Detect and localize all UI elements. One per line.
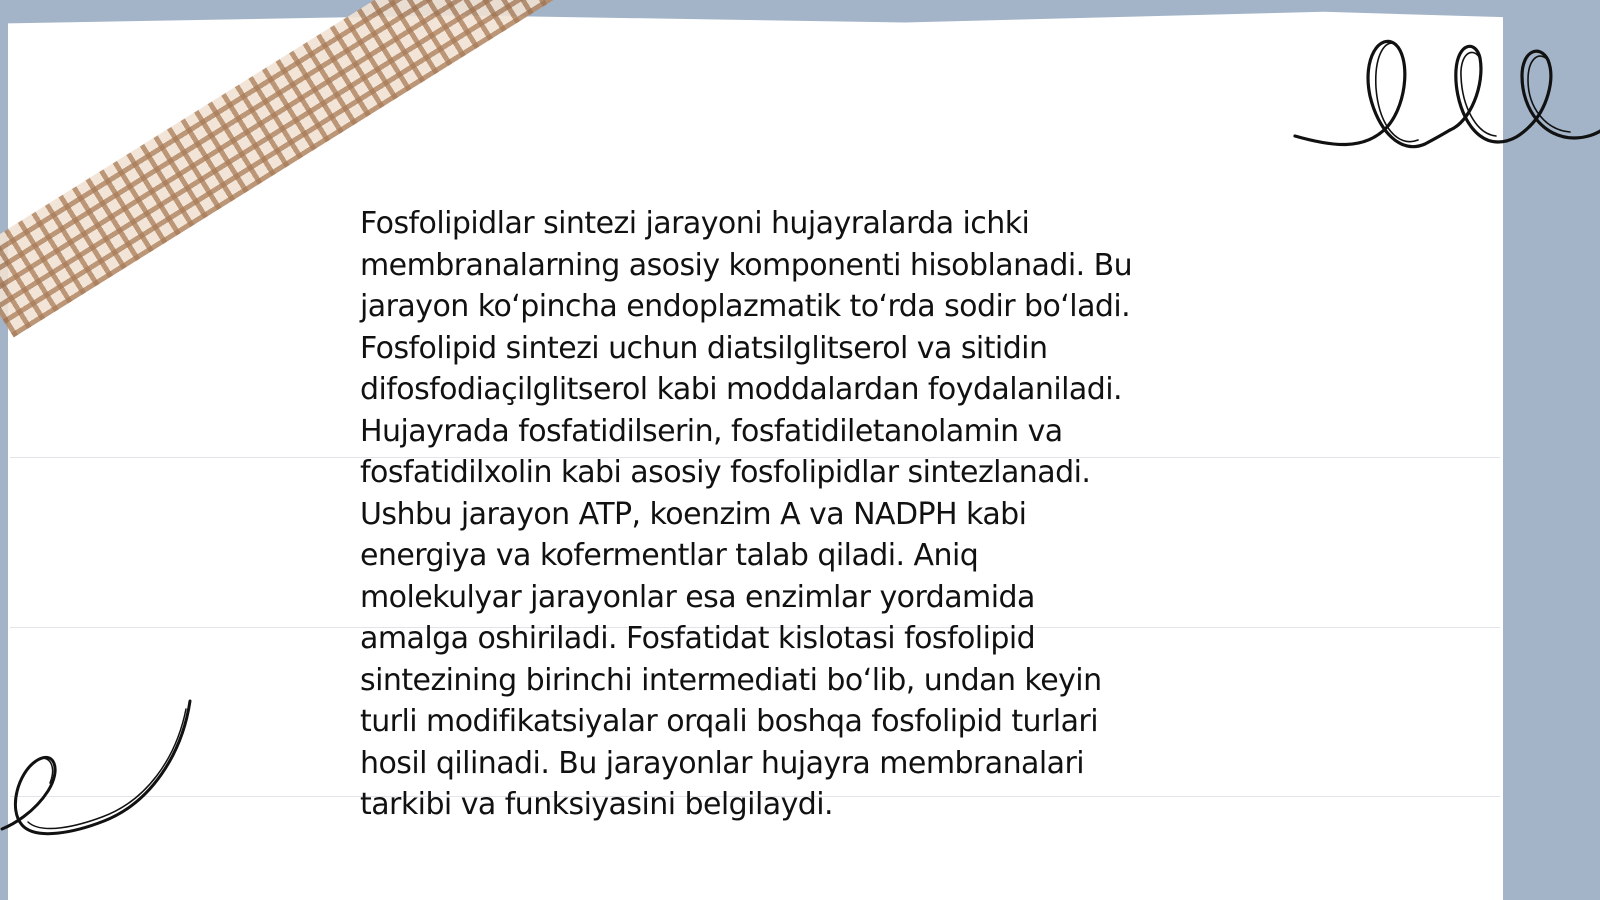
paragraph-line: membranalarning asosiy komponenti hisoblanadi. Bu <box>360 247 1133 283</box>
paragraph-line: difosfodiaçilglitserol kabi moddalardan foydalaniladi. <box>360 372 1123 407</box>
loop-squiggle-icon <box>1290 30 1600 170</box>
paragraph-line: molekulyar jarayonlar esa enzimlar yordamida <box>360 579 1035 615</box>
paragraph-line: Hujayrada fosfatidilserin, fosfatidiletanolamin va <box>360 413 1063 449</box>
paragraph-line: amalga oshiriladi. Fosfatidat kislotasi fosfolipid <box>360 621 1036 656</box>
paragraph-line: turli modifikatsiyalar orqali boshqa fosfolipid turlari <box>360 704 1098 739</box>
paragraph-line: hosil qilinadi. Bu jarayonlar hujayra membranalari <box>360 745 1085 781</box>
paragraph-line: tarkibi va funksiyasini belgilaydi. <box>360 787 834 822</box>
paragraph-line: Fosfolipid sintezi uchun diatsilglitserol va sitidin <box>360 330 1048 366</box>
paragraph-line: sintezining birinchi intermediati boʻlib, undan keyin <box>360 662 1102 698</box>
paragraph-line: jarayon koʻpincha endoplazmatik toʻrda sodir boʻladi. <box>360 289 1131 324</box>
paragraph-line: Ushbu jarayon ATP, koenzim A va NADPH kabi <box>360 496 1027 532</box>
paragraph-line: fosfatidilxolin kabi asosiy fosfolipidlar sintezlanadi. <box>360 455 1091 490</box>
body-paragraph <box>360 203 1260 826</box>
paragraph-line: energiya va kofermentlar talab qiladi. Aniq <box>360 538 979 573</box>
paragraph-line: Fosfolipidlar sintezi jarayoni hujayralarda ichki <box>360 206 1030 241</box>
loop-swoosh-icon <box>0 695 200 850</box>
